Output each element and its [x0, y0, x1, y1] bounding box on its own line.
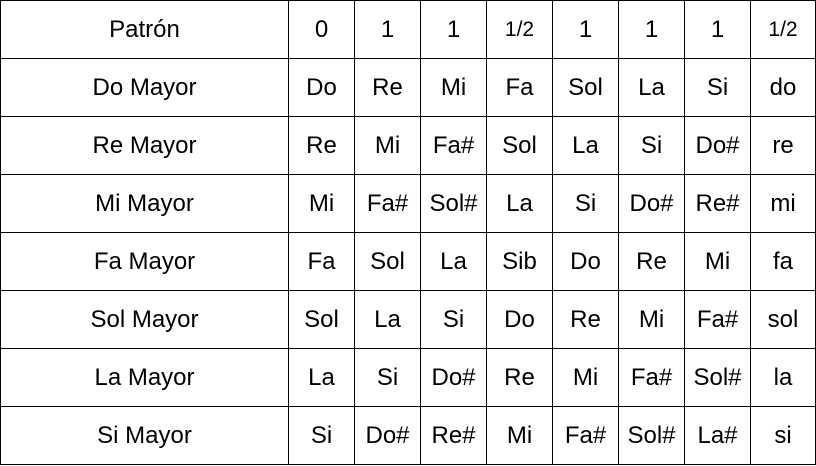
note-cell: Mi — [355, 117, 421, 175]
note-cell: la — [751, 349, 816, 407]
note-cell: Sol# — [421, 175, 487, 233]
note-cell: Fa — [487, 59, 553, 117]
note-cell: La — [355, 291, 421, 349]
note-cell: La — [553, 117, 619, 175]
note-cell: La — [289, 349, 355, 407]
note-cell: Fa# — [685, 291, 751, 349]
table-row — [1, 407, 816, 465]
note-cell: Mi — [553, 349, 619, 407]
note-cell: La — [487, 175, 553, 233]
note-cell: Do# — [355, 407, 421, 465]
note-cell: Do — [553, 233, 619, 291]
note-cell: Sol — [289, 291, 355, 349]
note-cell: Si — [355, 349, 421, 407]
note-cell: Sol# — [619, 407, 685, 465]
note-cell: Do# — [685, 117, 751, 175]
pattern-label: Patrón — [1, 1, 289, 59]
note-cell: fa — [751, 233, 816, 291]
note-cell: si — [751, 407, 816, 465]
scale-name: Mi Mayor — [1, 175, 289, 233]
note-cell: La — [619, 59, 685, 117]
note-cell: Si — [619, 117, 685, 175]
note-cell: Mi — [289, 175, 355, 233]
note-cell: Fa# — [421, 117, 487, 175]
step-cell: 1 — [685, 1, 751, 59]
note-cell: Si — [685, 59, 751, 117]
note-cell: Mi — [421, 59, 487, 117]
scale-name: Do Mayor — [1, 59, 289, 117]
scale-name: La Mayor — [1, 349, 289, 407]
note-cell: Fa# — [355, 175, 421, 233]
note-cell: Sol — [553, 59, 619, 117]
table-row — [1, 175, 816, 233]
step-cell: 1 — [619, 1, 685, 59]
table-row — [1, 117, 816, 175]
table-row — [1, 233, 816, 291]
table-row — [1, 349, 816, 407]
note-cell: Re# — [421, 407, 487, 465]
scale-name: Sol Mayor — [1, 291, 289, 349]
note-cell: Do# — [619, 175, 685, 233]
note-cell: do — [751, 59, 816, 117]
note-cell: Mi — [619, 291, 685, 349]
note-cell: mi — [751, 175, 816, 233]
step-cell: 1 — [355, 1, 421, 59]
note-cell: Sol — [355, 233, 421, 291]
note-cell: sol — [751, 291, 816, 349]
note-cell: re — [751, 117, 816, 175]
note-cell: Sib — [487, 233, 553, 291]
note-cell: Re# — [685, 175, 751, 233]
note-cell: Re — [289, 117, 355, 175]
note-cell: Fa# — [619, 349, 685, 407]
note-cell: Sol — [487, 117, 553, 175]
note-cell: Si — [289, 407, 355, 465]
step-cell: 1/2 — [487, 1, 553, 59]
note-cell: Do — [289, 59, 355, 117]
note-cell: Si — [553, 175, 619, 233]
scale-name: Fa Mayor — [1, 233, 289, 291]
note-cell: Sol# — [685, 349, 751, 407]
note-cell: Fa# — [553, 407, 619, 465]
header-row — [1, 1, 816, 59]
note-cell: Re — [487, 349, 553, 407]
note-cell: Do# — [421, 349, 487, 407]
note-cell: Mi — [487, 407, 553, 465]
step-cell: 1 — [553, 1, 619, 59]
scale-name: Si Mayor — [1, 407, 289, 465]
note-cell: Si — [421, 291, 487, 349]
note-cell: La# — [685, 407, 751, 465]
table-row — [1, 59, 816, 117]
note-cell: Re — [619, 233, 685, 291]
step-cell: 1 — [421, 1, 487, 59]
step-cell: 1/2 — [751, 1, 816, 59]
step-cell: 0 — [289, 1, 355, 59]
note-cell: Re — [553, 291, 619, 349]
note-cell: Fa — [289, 233, 355, 291]
note-cell: Re — [355, 59, 421, 117]
note-cell: La — [421, 233, 487, 291]
note-cell: Mi — [685, 233, 751, 291]
scale-name: Re Mayor — [1, 117, 289, 175]
table-row — [1, 291, 816, 349]
note-cell: Do — [487, 291, 553, 349]
